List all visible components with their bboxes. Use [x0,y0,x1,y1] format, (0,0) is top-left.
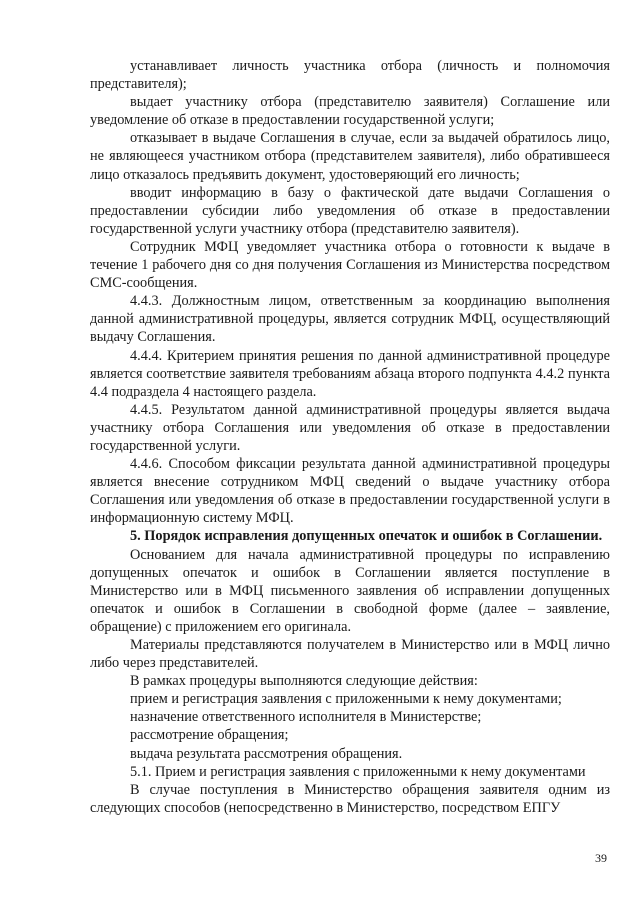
paragraph: рассмотрение обращения; [130,727,289,744]
paragraph: вводит информацию в базу о фактической дате выдачи Соглашения о предоставлении субсидии либо уведомления об отказе в предоставлении государственной услуги участнику отбора (представителю заявителя). [90,184,610,237]
paragraph: 5.1. Прием и регистрация заявления с приложенными к нему документами [130,763,586,780]
paragraph: 4.4.4. Критерием принятия решения по данной административной процедуре является соответствие заявителя требованиям абзаца второго подпункта 4.4.2 пункта 4.4 подраздела 4 настоящего раздела. [90,347,610,400]
paragraph: 4.4.3. Должностным лицом, ответственным за координацию выполнения данной административной процедуры, является сотрудник МФЦ, осуществляющий выдачу Соглашения. [90,293,610,346]
paragraph: устанавливает личность участника отбора (личность и полномочия представителя); [90,58,610,93]
paragraph: 4.4.5. Результатом данной административной процедуры является выдача участнику отбора Соглашения или уведомления об отказе в предоставлении государственной услуги. [90,401,610,454]
paragraph: отказывает в выдаче Соглашения в случае, если за выдачей обратилось лицо, не являющееся участником отбора (представителем заявителя), либо обратившееся лицо отказалось предъявить документ, удостоверяющий его личность; [90,130,610,183]
page-number: 39 [595,851,607,865]
paragraph: Сотрудник МФЦ уведомляет участника отбора о готовности к выдаче в течение 1 рабочего дня со дня получения Соглашения из Министерства посредством СМС-сообщения. [90,238,610,292]
paragraph: прием и регистрация заявления с приложенными к нему документами; [130,691,562,708]
paragraph: выдача результата рассмотрения обращения. [130,745,403,762]
section-heading: 5. Порядок исправления допущенных опечаток и ошибок в Соглашении. [130,528,603,545]
paragraph: назначение ответственного исполнителя в Министерстве; [130,709,482,726]
paragraph: В рамках процедуры выполняются следующие действия: [130,673,478,690]
paragraph: В случае поступления в Министерство обращения заявителя одним из следующих способов (непосредственно в Министерство, посредством ЕПГУ [90,781,610,816]
paragraph: выдает участнику отбора (представителю заявителя) Соглашение или уведомление об отказе в предоставлении государственной услуги; [90,94,610,129]
document-body [90,57,610,817]
paragraph: 4.4.6. Способом фиксации результата данной административной процедуры является внесение сотрудником МФЦ сведений о выдаче участнику отбора Соглашения или уведомления об отказе в предоставлении государственной услуги в информационную систему МФЦ. [90,456,610,527]
paragraph: Основанием для начала административной процедуры по исправлению допущенных опечаток и ошибок в Соглашении является поступление в Министерство или в МФЦ письменного заявления об исправлении допущенных опечаток и ошибок в Соглашении в свободной форме (далее – заявление, обращение) с приложением его оригинала. [90,546,610,635]
paragraph: Материалы представляются получателем в Министерство или в МФЦ лично либо через представителей. [90,637,610,672]
